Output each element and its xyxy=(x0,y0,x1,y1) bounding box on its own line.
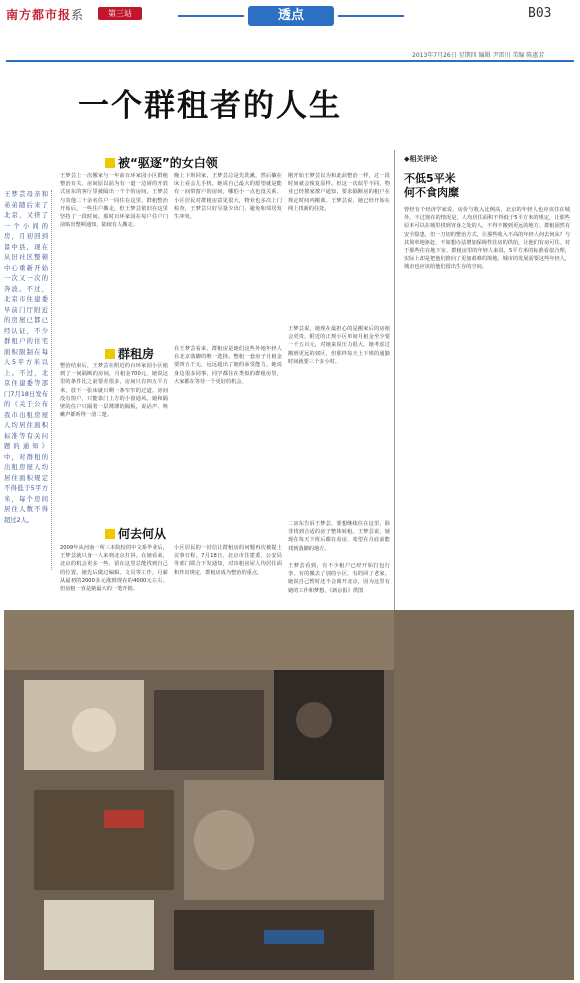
page-headline: 一个群租者的人生 xyxy=(78,88,342,124)
commentary-title-line-1: 不低5平米 xyxy=(404,172,456,185)
section-heading-3-text: 何去何从 xyxy=(118,527,167,541)
section-heading-1-text: 被“驱逐”的女白领 xyxy=(118,156,218,170)
article-col-3b: 王梦芸说，她现在最担心的是搬家后的房租会更贵。附近的正规小区单间月租金至少要一千五百元，对她来说压力很大。她考虑过搬到更远的郊区，但那样每天上下班的通勤时间就要三个多小时。 xyxy=(288,326,390,365)
page-number: B03 xyxy=(528,6,552,21)
related-commentary-tag: ◆相关评论 xyxy=(404,155,438,163)
commentary-title-line-2: 何不食肉糜 xyxy=(404,186,459,199)
commentary-title xyxy=(404,172,459,200)
section-tab: 透点 xyxy=(248,6,334,26)
paper-suffix: 系 xyxy=(71,8,85,22)
edition-badge: 第三站 xyxy=(98,7,142,20)
commentary-body: 曾经有个经济学家说，房价与收入比例高，北京的年轻人也应该住在城外。不过现在的情况是，人均居住面积不得低于5平方米的规定，让那些原本可以在城里找到容身之处的人，不得不搬到更远的地方。群租固然有安全隐患，但一刀切的整治方式，让那些收入不高的年轻人何去何从？与其简单地驱赶，不如想办法增加保障性住房的供给，让他们有房可住。对于那些住在地下室、群租房里的年轻人来说，5平方米的标准看似合理，实际上却是把他们推向了更加艰难的境地。城市的发展需要这些年轻人，城市也应该给他们留出生存的空间。 xyxy=(404,207,570,271)
heading-marker-icon xyxy=(105,529,115,539)
main-room-photo xyxy=(4,610,574,980)
date-editor-line: 2013年7月26日 星期四 编辑 尹雷川 美编 陈惠芳 xyxy=(412,52,545,59)
article-col-2a: 晚上下班回家，王梦芸总是先洗漱，然后躺在床上看会儿手机。她说自己最大的愿望就是能有一间带窗户的房间，哪怕小一点也没关系。小区居民对群租房意见很大，物业也多次上门检查，王梦芸只好尽量少出门，避免和邻居发生冲突。 xyxy=(174,173,282,221)
section-heading-1 xyxy=(105,154,218,171)
article-col-3a: 刚开始王梦芸以为和此前整治一样，过一段时间就会恢复原样。但这一次似乎不同，物业已经挨家挨户通知，要求隔断房的租户在规定时间内搬离。王梦芸说，她已经开始在网上找新的住处。 xyxy=(288,173,390,212)
heading-marker-icon xyxy=(105,349,115,359)
article-col-1c: 2009年从河南一所三本院校的中文系毕业后，王梦芸就只身一人来到北京打拼。在她看来，北京的机会更多一些，留在这里总能找到自己的位置。她先后做过编辑、文员等工作，月薪从最初的2000多元涨到现在的4000元左右。但房租一直是她最大的一笔开销。 xyxy=(60,545,168,593)
article-col-3d: 王梦芸看到，有不少租户已经开始打包行李，有的搬去了别的小区，有的回了老家。她说自己暂时还不会离开北京，因为这里有她的工作和梦想。《新京报》供图 xyxy=(288,563,390,594)
section-heading-3 xyxy=(105,525,166,542)
article-col-2c: 小区居民的一封信让群租房的问题再次被提上议事日程。7月18日，北京市住建委、公安局等部门联合下发通知，对出租房屋人均居住面积作出规定，群租房成为整治的重点。 xyxy=(174,545,282,576)
heading-marker-icon xyxy=(105,158,115,168)
article-col-1b: 整治结束后，王梦芸在附近的百环家园小区租到了一间隔断的房间，月租金700元。她说这里的条件比之前要差很多，房间只有四五平方米，放下一张床就只剩一条窄窄的过道。房间没有窗户，只能靠门上方的小窗通风。她和隔壁的住户只隔着一层薄薄的隔板，说话声、咳嗽声都听得一清二楚。 xyxy=(60,363,168,419)
left-sidebar-column: 王梦芸母亲和弟弟随后来了北京，又挤了一个小间的房，月初回到景中县，现在从旧社区整顿中心重新开始一次又一次的奔波。不过，北京市住建委早前门厅附近的房屋已都已经认证，不少群租户的住宅面积限制在每人5平方米以上。不过，北京住建委等部门7月18日发布的《关于公布我市出租房屋人均居住面积标准等有关问题的通知》中，对群租的出租房屋人均居住面积规定不得低于5平方米，每个房间居住人数不得超过2人。 xyxy=(4,190,52,570)
article-col-1a: 王梦芸上一次搬家与一年前百环家园小区群租整治有关。房间原以前为有一道一边厨的开放式房东的客厅里被隔出一个个的房间，王梦芸与其他二十余名住户一同住在这里。群租整治开始后，一些住户搬走，但王梦芸依旧在这里坚持了一段时间。那时百环家园在每户住户门前贴出整顿通知，陆续有人搬走。 xyxy=(60,173,168,229)
article-col-2b: 在王梦芸看来，群租房是她们这些外地年轻人在北京落脚的唯一选择。整租一套房子月租金要四五千元，远远超出了她的承受能力。她说身边很多同事、同学都住在类似的群租房里，大家都在等待一个更好的机会。 xyxy=(174,346,282,385)
paper-brand xyxy=(6,6,84,23)
paper-name: 南方都市报 xyxy=(6,8,72,22)
section-heading-2-text: 群租房 xyxy=(118,347,155,361)
header-rule xyxy=(6,60,574,62)
article-col-3c: 二房东告诉王梦芸，要想继续住在这里，除非找到合适的房子整体转租。王梦芸说，她现在每天下班后都在看房，希望在月底前能找到落脚的地方。 xyxy=(288,521,390,552)
section-heading-2 xyxy=(105,345,154,362)
room-photo-image xyxy=(4,610,394,980)
